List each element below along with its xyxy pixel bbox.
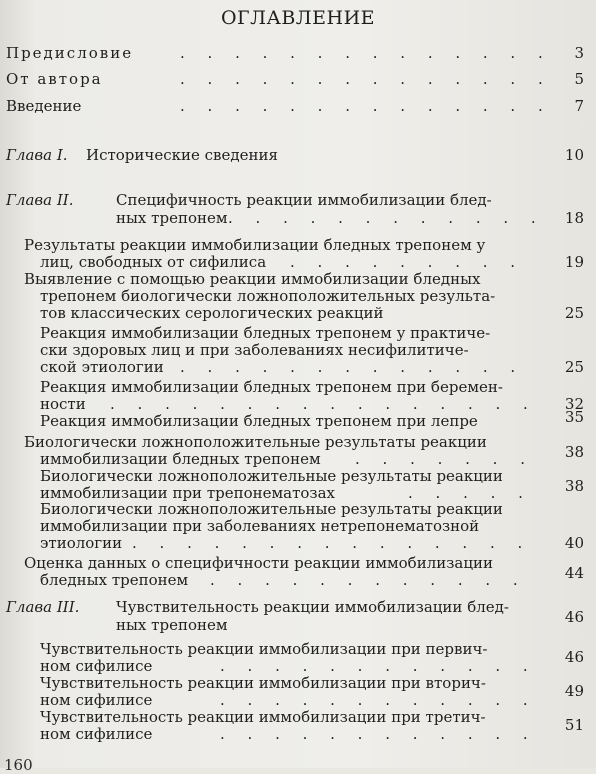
toc-entry-title: ных трепонем bbox=[116, 616, 228, 634]
toc-page-number: 3 bbox=[574, 44, 584, 62]
toc-page-number: 35 bbox=[564, 408, 584, 426]
leader-dots: . . . . . . . . . . . . . . . bbox=[132, 534, 532, 552]
toc-entry-title: ном сифилисе bbox=[40, 657, 153, 675]
toc-entry-title: Исторические сведения bbox=[86, 146, 278, 164]
toc-entry-title: Реакция иммобилизации бледных трепонем у практиче- bbox=[40, 324, 491, 342]
toc-page-number: 46 bbox=[564, 648, 584, 666]
leader-dots: . . . . . . . . . . . . . . bbox=[180, 44, 552, 62]
leader-dots: . . . . . . . . . . . . bbox=[220, 691, 537, 709]
toc-entry-title: Реакция иммобилизации бледных трепонем при беремен- bbox=[40, 378, 503, 396]
toc-entry-title: ски здоровых лиц и при заболеваниях несифилитиче- bbox=[40, 341, 469, 359]
leader-dots: . . . . . . . . . . . . bbox=[220, 725, 537, 743]
chapter-label: Глава II. bbox=[6, 191, 74, 209]
leader-dots: . . . . . . . . . . . . bbox=[228, 209, 545, 227]
toc-entry-title: Чувствительность реакции иммобилизации при третич- bbox=[40, 708, 486, 726]
leader-dots: . . . . . . . . . . . . . bbox=[180, 358, 525, 376]
toc-entry-title: тов классических серологических реакций bbox=[40, 304, 384, 322]
toc-page-number: 51 bbox=[564, 716, 584, 734]
toc-page-number: 25 bbox=[564, 358, 584, 376]
toc-entry-title: ном сифилисе bbox=[40, 691, 153, 709]
toc-page-number: 7 bbox=[574, 97, 584, 115]
leader-dots: . . . . . bbox=[408, 484, 532, 502]
toc-entry-title: Специфичность реакции иммобилизации блед- bbox=[116, 191, 492, 209]
toc-entry-title: этиологии bbox=[40, 534, 123, 552]
toc-page-number: 38 bbox=[564, 443, 584, 461]
toc-entry-title: Реакция иммобилизации бледных трепонем при лепре bbox=[40, 412, 478, 430]
leader-dots: . . . . . . . . . . . . bbox=[210, 571, 527, 589]
toc-page-number: 19 bbox=[564, 253, 584, 271]
toc-entry-title: ности bbox=[40, 395, 86, 413]
toc-entry-title: Биологически ложноположительные результаты реакции bbox=[40, 467, 503, 485]
toc-entry-title: ской этиологии bbox=[40, 358, 164, 376]
toc-entry-title: Введение bbox=[6, 97, 82, 115]
leader-dots: . . . . . . . bbox=[355, 450, 534, 468]
toc-page-number: 49 bbox=[564, 682, 584, 700]
toc-entry-title: Оценка данных о специфичности реакции иммобилизации bbox=[24, 554, 493, 572]
chapter-label: Глава III. bbox=[6, 598, 80, 616]
toc-entry-title: Биологически ложноположительные результаты реакции bbox=[24, 433, 487, 451]
toc-page-number: 18 bbox=[564, 209, 584, 227]
toc-page-number: 38 bbox=[564, 477, 584, 495]
page-title: ОГЛАВЛЕНИЕ bbox=[220, 7, 376, 29]
toc-entry-title: Чувствительность реакции иммобилизации при первич- bbox=[40, 640, 488, 658]
toc-page-number: 10 bbox=[564, 146, 584, 164]
toc-page-number: 46 bbox=[564, 608, 584, 626]
leader-dots: . . . . . . . . . . . . bbox=[220, 657, 537, 675]
toc-page-number: 25 bbox=[564, 304, 584, 322]
toc-entry-title: ном сифилисе bbox=[40, 725, 153, 743]
toc-entry-title: Результаты реакции иммобилизации бледных трепонем у bbox=[24, 236, 486, 254]
toc-entry-title: бледных трепонем bbox=[40, 571, 189, 589]
toc-page-number: 32 bbox=[564, 395, 584, 413]
leader-dots: . . . . . . . . . . . . . . . . bbox=[110, 395, 537, 413]
toc-entry-title: Предисловие bbox=[6, 44, 134, 62]
footer-page-number: 160 bbox=[4, 756, 33, 774]
toc-entry-title: Чувствительность реакции иммобилизации блед- bbox=[116, 598, 509, 616]
toc-page-number: 44 bbox=[564, 564, 584, 582]
leader-dots: . . . . . . . . . bbox=[290, 253, 525, 271]
toc-entry-title: лиц, свободных от сифилиса bbox=[40, 253, 267, 271]
toc-entry-title: Чувствительность реакции иммобилизации при вторич- bbox=[40, 674, 486, 692]
toc-page-number: 40 bbox=[564, 534, 584, 552]
chapter-label: Глава I. bbox=[6, 146, 68, 164]
leader-dots: . . . . . . . . . . . . . . bbox=[180, 97, 552, 115]
toc-entry-title: иммобилизации при заболеваниях нетрепонематозной bbox=[40, 517, 480, 535]
toc-entry-title: Биологически ложноположительные результаты реакции bbox=[40, 500, 503, 518]
toc-entry-title: Выявление с помощью реакции иммобилизации бледных bbox=[24, 270, 481, 288]
toc-entry-title: От автора bbox=[6, 70, 103, 88]
toc-entry-title: трепонем биологически ложноположительных результа- bbox=[40, 287, 496, 305]
leader-dots: . . . . . . . . . . . . . . bbox=[180, 70, 552, 88]
toc-entry-title: ных трепонем bbox=[116, 209, 228, 227]
toc-entry-title: иммобилизации бледных трепонем bbox=[40, 450, 321, 468]
toc-page-number: 5 bbox=[574, 70, 584, 88]
toc-entry-title: иммобилизации при трепонематозах bbox=[40, 484, 336, 502]
